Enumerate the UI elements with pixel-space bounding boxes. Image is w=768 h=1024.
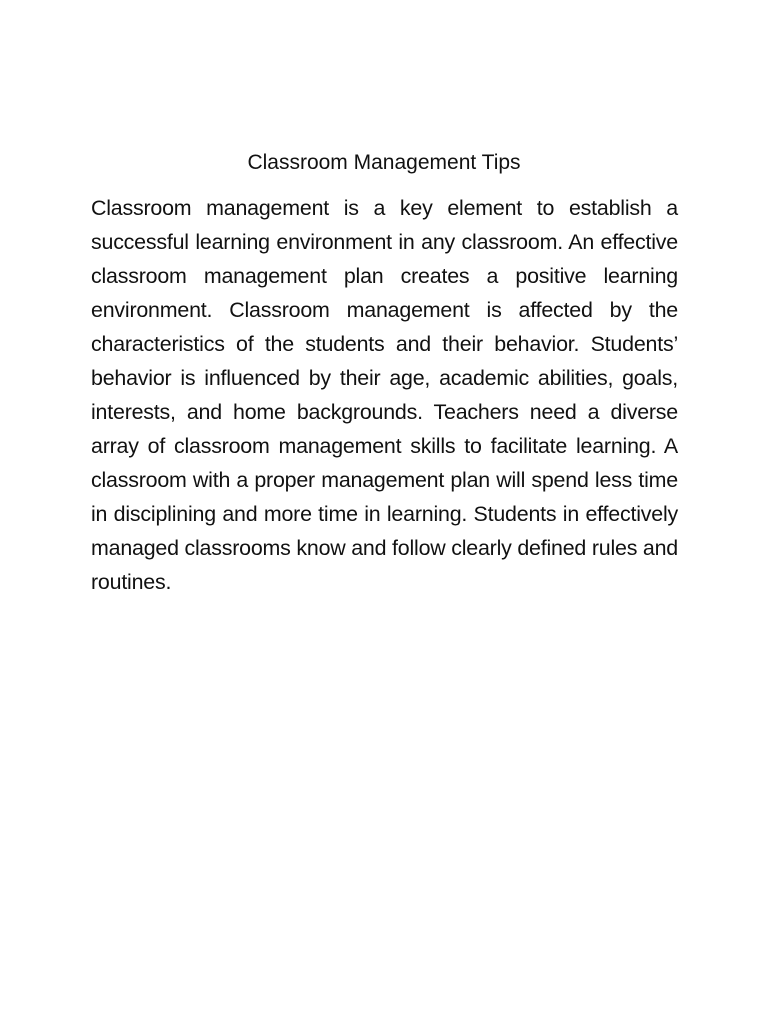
document-paragraph: Classroom management is a key element to establish a successful learning environment in any classroom. An effective classroom management plan creates a positive learning environment. Classroom management is affected by the characteristics of the students and their behavior. Students’ behavior is influenced by their age, academic abilities, goals, interests, and home backgrounds. Teachers need a diverse array of classroom management skills to facilitate learning. A classroom with a proper management plan will spend less time in disciplining and more time in learning. Students in effectively managed classrooms know and follow clearly defined rules and routines. (91, 196, 678, 594)
document-title: Classroom Management Tips (247, 151, 521, 174)
